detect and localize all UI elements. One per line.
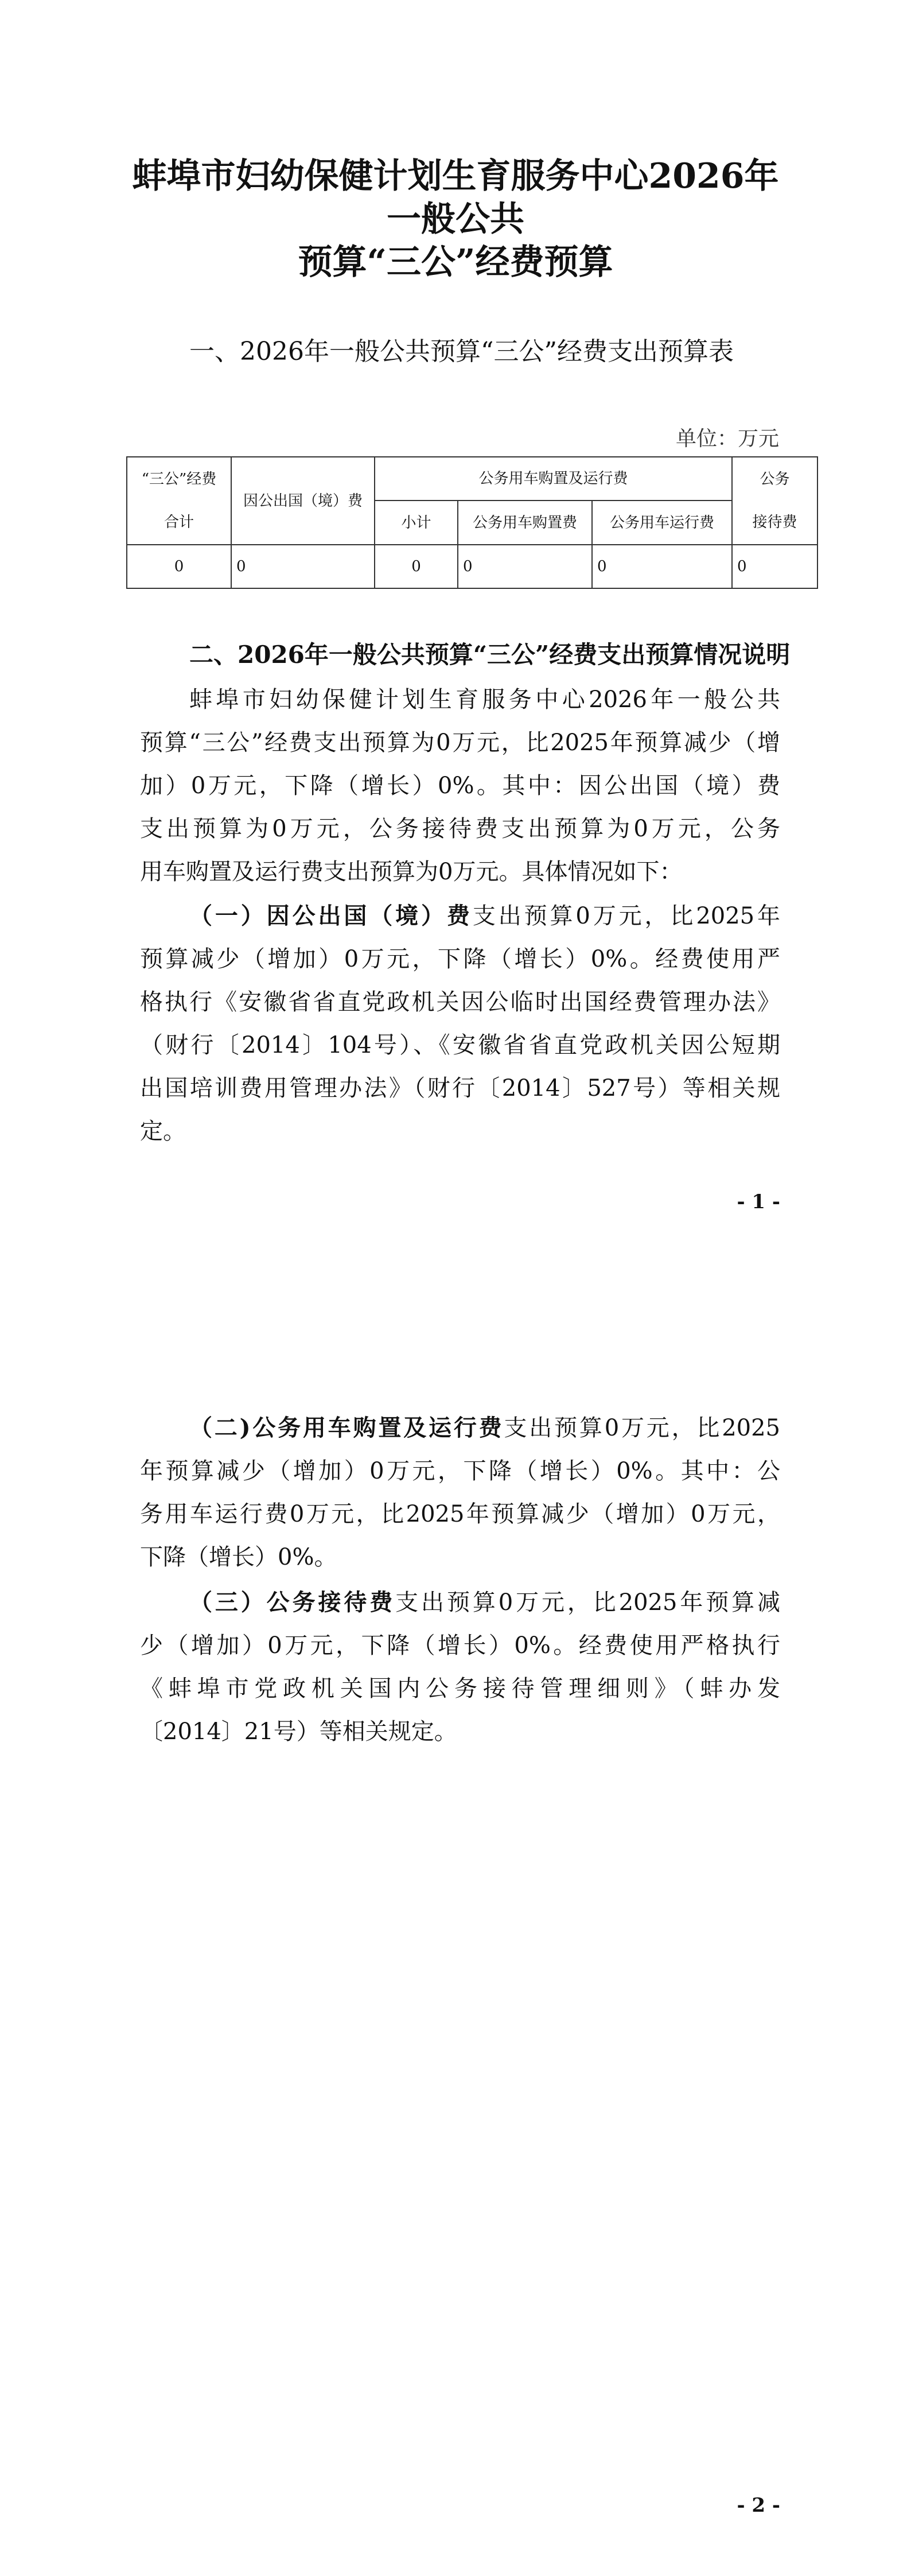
paragraph-abroad (140, 894, 780, 1153)
paragraph-line: 预算减少（增加）0万元，下降（增长）0%。经费使用严 (140, 946, 780, 972)
doc-title-line-1: 蚌埠市妇幼保健计划生育服务中心2026年 (132, 156, 779, 196)
cell-car-purchase: 0 (458, 545, 592, 588)
paragraph-line: 下降（增长）0%。 (140, 1544, 337, 1570)
subheading-abroad: （一）因公出国（境）费 (189, 902, 473, 929)
paragraph-car (140, 1406, 780, 1579)
cell-total: 0 (127, 545, 231, 588)
paragraph-line: 年预算减少（增加）0万元，下降（增长）0%。其中：公 (140, 1458, 780, 1484)
paragraph-line: 支出预算为0万元，公务接待费支出预算为0万元，公务 (140, 816, 780, 842)
paragraph-line: 《蚌埠市党政机关国内公务接待管理细则》（蚌办发 (140, 1675, 780, 1702)
paragraph-text: 支出预算0万元，比2025年预算减 (395, 1589, 781, 1616)
unit-label: 单位：万元 (675, 427, 779, 451)
page-number-1: - 1 - (737, 1190, 780, 1213)
header-car: 公务用车购置及运行费 (375, 457, 732, 501)
header-total: “三公”经费 (127, 457, 231, 501)
budget-table (126, 456, 818, 589)
paragraph-line: 出国培训费用管理办法》（财行〔2014〕527号）等相关规 (140, 1075, 780, 1101)
paragraph-line: 少（增加）0万元，下降（增长）0%。经费使用严格执行 (140, 1632, 780, 1659)
doc-title-line-3: 预算“三公”经费预算 (298, 242, 613, 282)
paragraph-line: 蚌埠市妇幼保健计划生育服务中心2026年一般公共 (189, 686, 780, 713)
cell-abroad: 0 (231, 545, 375, 588)
paragraph-line: 定。 (140, 1118, 186, 1145)
header-car-purchase: 公务用车购置费 (458, 501, 592, 545)
paragraph-text: 支出预算0万元，比2025 (504, 1415, 780, 1441)
cell-reception: 0 (732, 545, 817, 588)
paragraph-summary (140, 678, 780, 894)
doc-title (83, 155, 828, 284)
page-number-2: - 2 - (737, 2494, 780, 2517)
doc-title-line-2: 一般公共 (387, 199, 524, 239)
paragraph-line: 预算“三公”经费支出预算为0万元，比2025年预算减少（增 (140, 730, 780, 756)
cell-car-run: 0 (592, 545, 732, 588)
cell-subtotal: 0 (375, 545, 458, 588)
paragraph-text: 支出预算0万元，比2025年 (472, 903, 781, 929)
section-1-heading: 一、2026年一般公共预算“三公”经费支出预算表 (189, 337, 734, 366)
section-2-heading: 二、2026年一般公共预算“三公”经费支出预算情况说明 (189, 641, 791, 669)
paragraph-line: （财行〔2014〕104号）、《安徽省省直党政机关因公短期 (140, 1032, 780, 1058)
header-reception-sub: 接待费 (732, 501, 817, 545)
paragraph-line (140, 894, 780, 938)
paragraph-line: 格执行《安徽省省直党政机关因公临时出国经费管理办法》 (140, 989, 780, 1015)
paragraph-line: 〔2014〕21号）等相关规定。 (140, 1718, 457, 1745)
header-total-sub: 合计 (127, 501, 231, 545)
paragraph-line: 加）0万元，下降（增长）0%。其中：因公出国（境）费 (140, 773, 780, 799)
header-reception: 公务 (732, 457, 817, 501)
table-row (127, 545, 817, 588)
subheading-car: （二)公务用车购置及运行费 (189, 1414, 504, 1441)
header-car-run: 公务用车运行费 (592, 501, 732, 545)
paragraph-line (140, 1406, 780, 1450)
subheading-reception: （三）公务接待费 (189, 1589, 396, 1616)
paragraph-line: 务用车运行费0万元，比2025年预算减少（增加）0万元， (140, 1501, 780, 1527)
paragraph-reception (140, 1581, 780, 1753)
paragraph-line (140, 1581, 780, 1624)
header-abroad: 因公出国（境）费 (231, 457, 375, 545)
paragraph-line: 用车购置及运行费支出预算为0万元。具体情况如下： (140, 859, 683, 885)
header-subtotal: 小计 (375, 501, 458, 545)
